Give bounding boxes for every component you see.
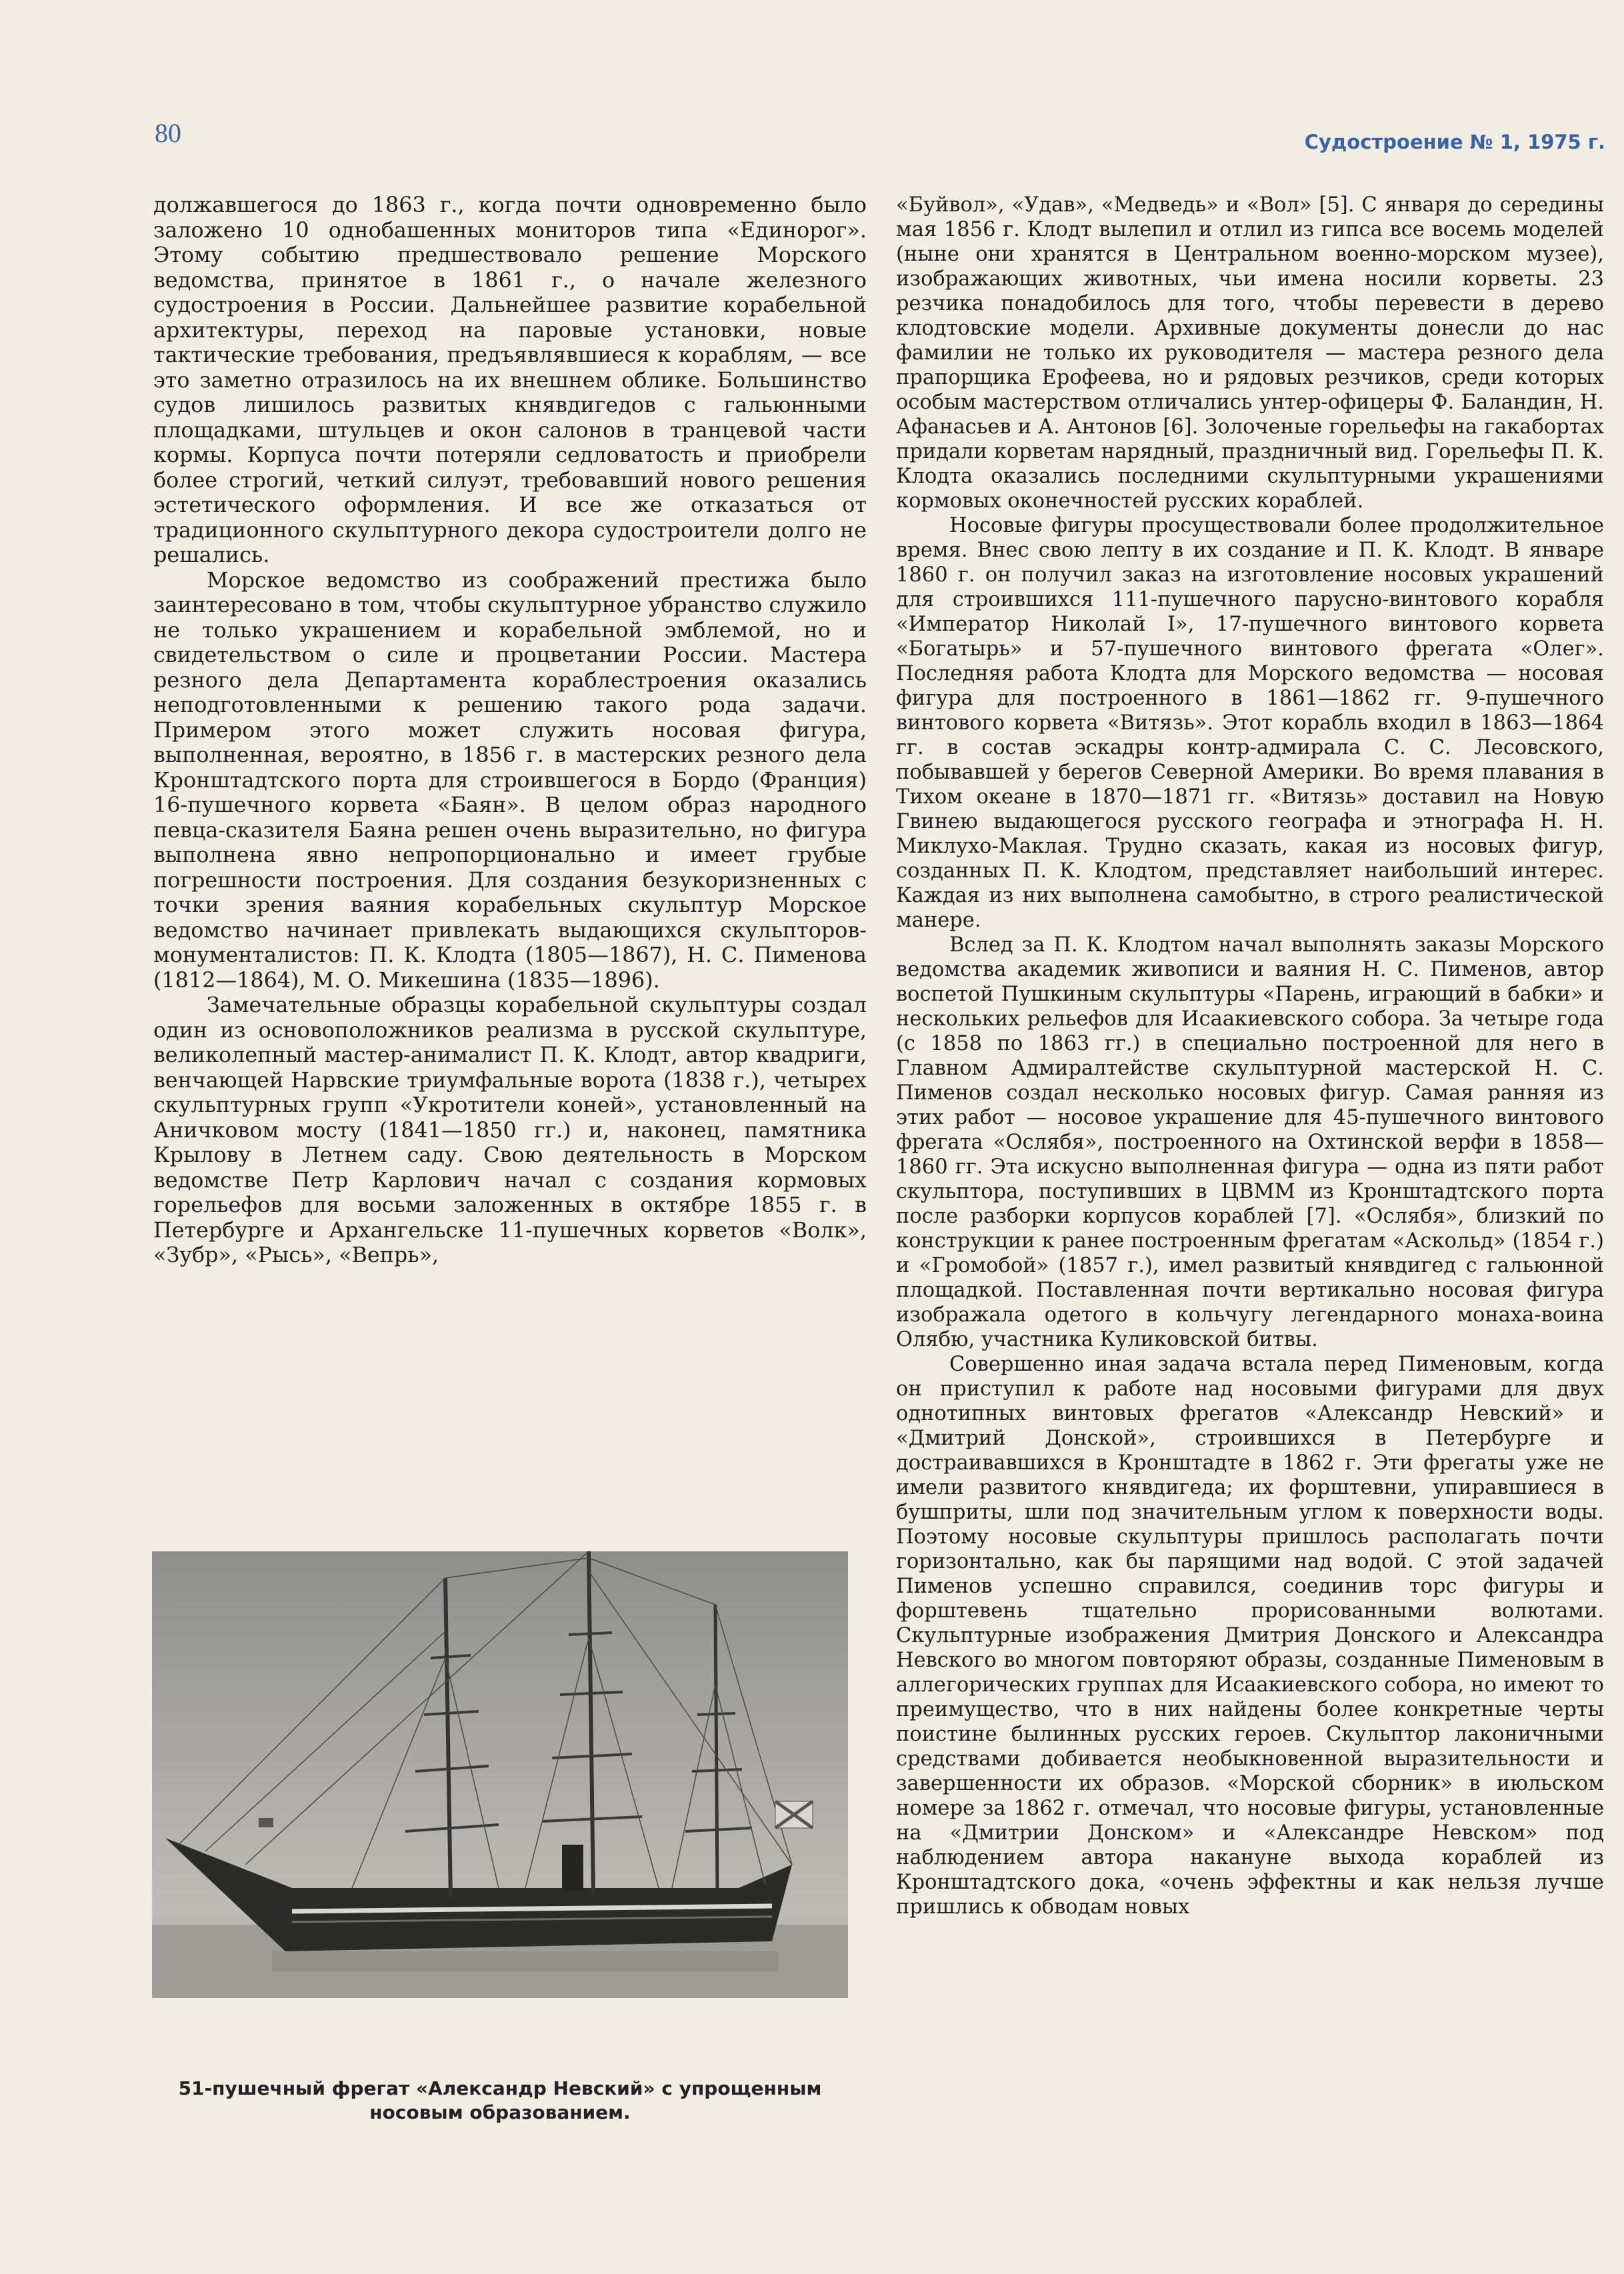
paragraph: Совершенно иная задача встала перед Пименовым, когда он приступил к работе над носовыми фигурами для двух однотипных винтовых фрегатов «Александр Невский» и «Дмитрий Донской», строившихся в Петербурге и достраивавшихся в Кронштадте в 1862 г. Эти фрегаты уже не имели развитого княвдигеда; их форштевни, упиравшиеся в бушприты, шли под значительным углом к поверхности воды. Поэтому носовые скульптуры пришлось располагать почти горизонтально, как бы парящими над водой. С этой задачей Пименов успешно справился, соединив торс фигуры и форштевень тщательно прорисованными волютами. Скульптурные изображения Дмитрия Донского и Александра Невского во многом повторяют образы, созданные Пименовым в аллегорических группах для Исаакиевского собора, но имеют то преимущество, что в них найдены более конкретные черты поистине былинных русских героев. Скульптор лаконичными средствами добивается необыкновенной выразительности и завершенности их образов. «Морской сборник» в июльском номере за 1862 г. отмечал, что носовые фигуры, установленные на «Дмитрии Донском» и «Александре Невском» под наблюдением автора накануне выхода кораблей из Кронштадтского дока, «очень эффектны и как нельзя лучше пришлись к обводам новых [896, 1353, 1604, 1919]
reflection [272, 1951, 779, 1971]
page-number: 80 [155, 118, 181, 148]
funnel [562, 1845, 583, 1891]
paragraph: Носовые фигуры просуществовали более продолжительное время. Внес свою лепту в их создание и П. К. Клодт. В январе 1860 г. он получил заказ на изготовление носовых украшений для строившихся 111-пушечного парусно-винтового корабля «Император Николай I», 17-пушечного винтового корвета «Богатырь» и 57-пушечного винтового фрегата «Олег». Последняя работа Клодта для Морского ведомства — носовая фигура для построенного в 1861—1862 гг. 9-пушечного винтового корвета «Витязь». Этот корабль входил в 1863—1864 гг. в состав эскадры контр-адмирала С. С. Лесовского, побывавшей у берегов Северной Америки. Во время плавания в Тихом океане в 1870—1871 гг. «Витязь» доставил на Новую Гвинею выдающегося русского географа и этнографа Н. Н. Миклухо-Маклая. Трудно сказать, какая из носовых фигур, созданных П. К. Клодтом, представляет наибольший интерес. Каждая из них выполнена самобытно, в строго реалистической манере. [896, 514, 1604, 932]
mizzenmast [715, 1605, 717, 1888]
journal-title: Судостроение № 1, 1975 г. [1304, 131, 1605, 153]
paragraph: «Буйвол», «Удав», «Медведь» и «Вол» [5]. С января до середины мая 1856 г. Клодт вылепил и отлил из гипса все восемь моделей (ныне они хранятся в Центральном военно-морском музее), изображающих животных, чьи имена носили корветы. 23 резчика понадобилось для того, чтобы перевести в дерево клодтовские модели. Архивные документы донесли до нас фамилии не только их руководителя — мастера резного дела прапорщика Ерофеева, но и рядовых резчиков, среди которых особым мастерством отличались унтер-офицеры Ф. Баландин, Н. Афанасьев и А. Антонов [6]. Золоченые горельефы на гакабортах придали корветам нарядный, праздничный вид. Горельефы П. К. Клодта оказались последними скульптурными украшениями кормовых оконечностей русских кораблей. [896, 193, 1604, 513]
foremast [445, 1578, 451, 1898]
bow-flag [259, 1818, 273, 1827]
paragraph: Вслед за П. К. Клодтом начал выполнять заказы Морского ведомства академик живописи и ваяния Н. С. Пименов, автор воспетой Пушкиным скульптуры «Парень, играющий в бабки» и нескольких рельефов для Исаакиевского собора. За четыре года (с 1858 по 1863 гг.) в специально построенной для него в Главном Адмиралтействе скульптурной мастерской Н. С. Пименов создал несколько носовых фигур. Самая ранняя из этих работ — носовое украшение для 45-пушечного винтового фрегата «Ослябя», построенного на Охтинской верфи в 1858—1860 гг. Эта искусно выполненная фигура — одна из пяти работ скульптора, поступивших в ЦВММ из Кронштадтского порта после разборки корпусов кораблей [7]. «Ослябя», близкий по конструкции к ранее построенным фрегатам «Аскольд» (1854 г.) и «Громобой» (1857 г.), имел развитый княвдигед с гальюнной площадкой. Поставленная почти вертикально носовая фигура изображала одетого в кольчугу легендарного монаха-воина Олябю, участника Куликовской битвы. [896, 933, 1604, 1351]
ship-illustration [152, 1551, 848, 1998]
left-column [153, 193, 867, 1268]
stern-flag [775, 1801, 813, 1828]
figure-caption: 51-пушечный фрегат «Александр Невский» с упрощенным носовым образованием. [178, 2077, 822, 2123]
paragraph: должавшегося до 1863 г., когда почти одновременно было заложено 10 однобашенных мониторов типа «Единорог». Этому событию предшествовало решение Морского ведомства, принятое в 1861 г., о начале железного судостроения в России. Дальнейшее развитие корабельной архитектуры, переход на паровые установки, новые тактические требования, предъявлявшиеся к кораблям, — все это заметно отразилось на их внешнем облике. Большинство судов лишилось развитых княвдигедов с гальюнными площадками, штульцев и окон салонов в транцевой части кормы. Корпуса почти потеряли седловатость и приобрели более строгий, четкий силуэт, требовавший нового решения эстетического оформления. И все же отказаться от традиционного скульптурного декора судостроители долго не решались. [153, 193, 867, 567]
frigate-photo [152, 1551, 848, 1998]
paragraph: Морское ведомство из соображений престижа было заинтересовано в том, чтобы скульптурное убранство служило не только украшением и корабельной эмблемой, но и свидетельством о силе и процветании России. Мастера резного дела Департамента кораблестроения оказались неподготовленными к решению такого рода задачи. Примером этого может служить носовая фигура, выполненная, вероятно, в 1856 г. в мастерских резного дела Кронштадтского порта для строившегося в Бордо (Франция) 16-пушечного корвета «Баян». В целом образ народного певца-сказителя Баяна решен очень выразительно, но фигура выполнена явно непропорционально и имеет грубые погрешности построения. Для создания безукоризненных с точки зрения ваяния корабельных скульптур Морское ведомство начинает привлекать выдающихся скульпторов-монументалистов: П. К. Клодта (1805—1867), Н. С. Пименова (1812—1864), М. О. Микешина (1835—1896). [153, 567, 867, 993]
paragraph: Замечательные образцы корабельной скульптуры создал один из основоположников реализма в русской скульптуре, великолепный мастер-анималист П. К. Клодт, автор квадриги, венчающей Нарвские триумфальные ворота (1838 г.), четырех скульптурных групп «Укротители коней», установленный на Аничковом мосту (1841—1850 гг.) и, наконец, памятника Крылову в Летнем саду. Свою деятельность в Морском ведомстве Петр Карлович начал с создания кормовых горельефов для восьми заложенных в октябре 1855 г. в Петербурге и Архангельске 11-пушечных корветов «Волк», «Зубр», «Рысь», «Вепрь», [153, 993, 867, 1267]
mainmast [589, 1551, 593, 1895]
right-column [896, 193, 1604, 1919]
rigging [179, 1551, 792, 1888]
